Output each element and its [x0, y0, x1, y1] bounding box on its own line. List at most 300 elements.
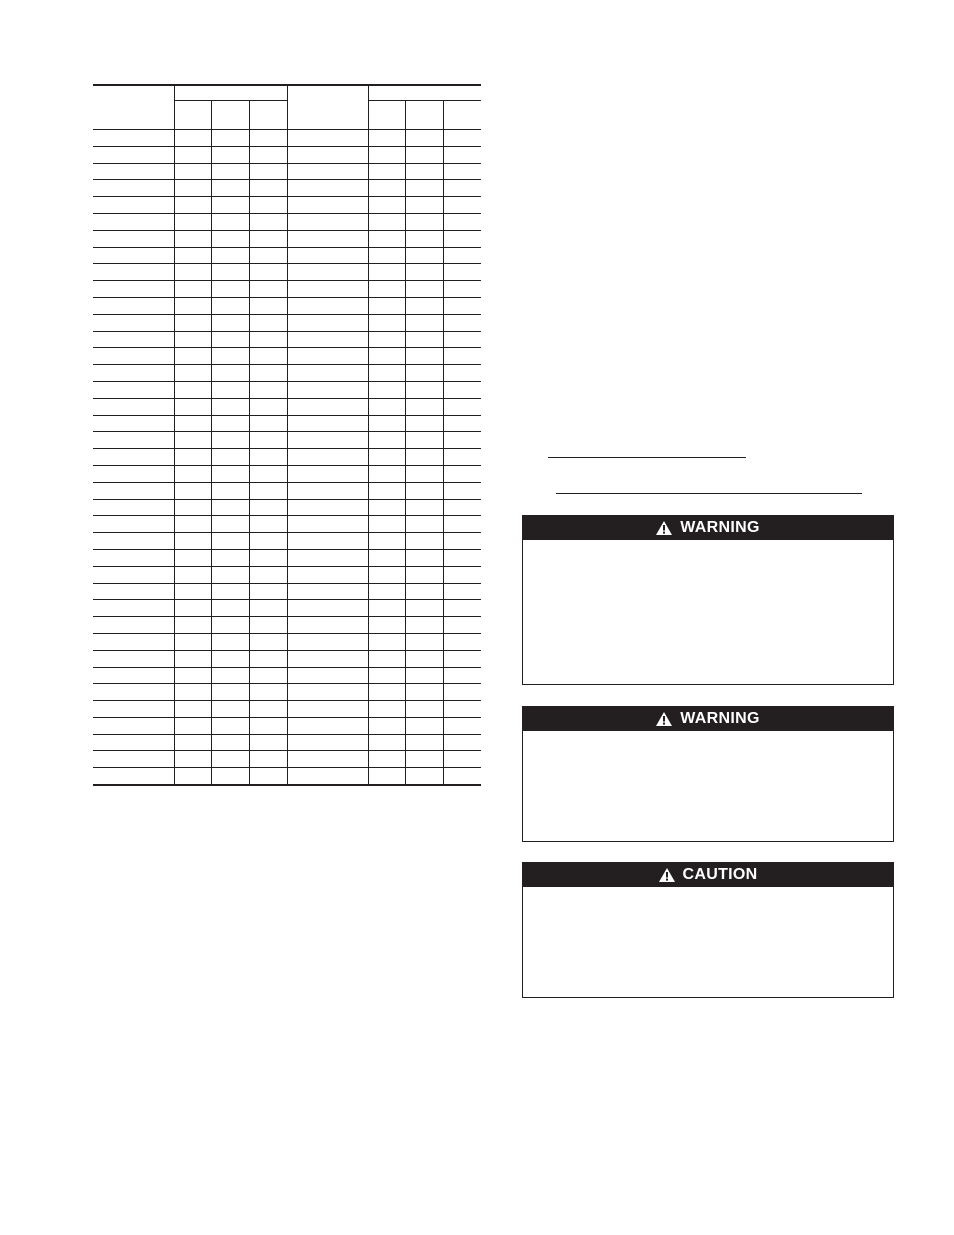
table-row — [93, 415, 481, 432]
table-cell — [93, 549, 174, 566]
table-cell — [287, 381, 368, 398]
table-cell — [249, 197, 287, 214]
table-cell — [287, 130, 368, 147]
table-cell — [249, 331, 287, 348]
table-cell — [368, 449, 405, 466]
table-cell — [368, 297, 405, 314]
table-cell — [405, 449, 443, 466]
table-cell — [405, 365, 443, 382]
table-cell — [211, 768, 249, 785]
table-cell — [287, 348, 368, 365]
table-cell — [174, 415, 211, 432]
table-cell — [249, 734, 287, 751]
table-header-cell — [249, 101, 287, 130]
table-cell — [93, 180, 174, 197]
table-cell — [211, 650, 249, 667]
data-table-grid — [93, 84, 481, 786]
warning-body — [523, 731, 893, 743]
table-cell — [368, 684, 405, 701]
table-cell — [249, 297, 287, 314]
table-row — [93, 617, 481, 634]
table-row — [93, 449, 481, 466]
table-cell — [249, 264, 287, 281]
table-cell — [368, 264, 405, 281]
table-cell — [249, 281, 287, 298]
table-cell — [93, 667, 174, 684]
table-header-cell — [174, 85, 287, 101]
table-cell — [368, 617, 405, 634]
table-cell — [287, 566, 368, 583]
table-cell — [443, 633, 481, 650]
caution-label: CAUTION — [682, 865, 758, 883]
table-cell — [443, 130, 481, 147]
table-cell — [368, 365, 405, 382]
table-cell — [443, 180, 481, 197]
table-cell — [174, 230, 211, 247]
table-cell — [93, 230, 174, 247]
table-row — [93, 650, 481, 667]
table-cell — [405, 348, 443, 365]
underline-rule-2 — [556, 493, 862, 494]
table-cell — [174, 549, 211, 566]
table-cell — [211, 701, 249, 718]
table-cell — [405, 751, 443, 768]
table-cell — [287, 415, 368, 432]
table-cell — [368, 482, 405, 499]
table-cell — [174, 381, 211, 398]
table-cell — [174, 768, 211, 785]
table-cell — [287, 617, 368, 634]
table-cell — [368, 180, 405, 197]
table-cell — [174, 734, 211, 751]
table-cell — [405, 465, 443, 482]
table-cell — [174, 180, 211, 197]
table-cell — [211, 381, 249, 398]
table-cell — [211, 516, 249, 533]
table-cell — [405, 180, 443, 197]
table-cell — [174, 146, 211, 163]
table-cell — [93, 398, 174, 415]
table-cell — [211, 415, 249, 432]
table-cell — [211, 533, 249, 550]
table-cell — [443, 751, 481, 768]
table-cell — [249, 398, 287, 415]
table-cell — [174, 281, 211, 298]
table-cell — [443, 566, 481, 583]
table-cell — [93, 281, 174, 298]
table-cell — [174, 331, 211, 348]
table-cell — [93, 768, 174, 785]
table-cell — [405, 247, 443, 264]
table-row — [93, 633, 481, 650]
table-cell — [174, 365, 211, 382]
table-row — [93, 281, 481, 298]
table-cell — [93, 297, 174, 314]
table-cell — [287, 432, 368, 449]
table-cell — [443, 348, 481, 365]
table-cell — [174, 499, 211, 516]
table-cell — [405, 633, 443, 650]
table-cell — [249, 768, 287, 785]
table-row — [93, 180, 481, 197]
table-cell — [405, 130, 443, 147]
table-cell — [93, 247, 174, 264]
table-cell — [174, 482, 211, 499]
warning-body — [523, 540, 893, 552]
table-cell — [405, 717, 443, 734]
table-row — [93, 197, 481, 214]
table-cell — [443, 734, 481, 751]
table-cell — [368, 130, 405, 147]
table-cell — [93, 701, 174, 718]
table-cell — [287, 600, 368, 617]
table-cell — [405, 432, 443, 449]
table-cell — [249, 583, 287, 600]
table-cell — [405, 667, 443, 684]
table-cell — [405, 650, 443, 667]
table-cell — [443, 163, 481, 180]
table-cell — [405, 701, 443, 718]
table-row — [93, 549, 481, 566]
table-cell — [287, 247, 368, 264]
table-cell — [368, 348, 405, 365]
table-cell — [443, 230, 481, 247]
table-cell — [368, 146, 405, 163]
table-cell — [249, 650, 287, 667]
warning-header — [522, 515, 894, 540]
table-cell — [93, 600, 174, 617]
table-cell — [93, 516, 174, 533]
table-cell — [174, 600, 211, 617]
table-cell — [443, 583, 481, 600]
table-row — [93, 314, 481, 331]
table-cell — [249, 549, 287, 566]
table-cell — [405, 684, 443, 701]
table-cell — [93, 650, 174, 667]
table-cell — [405, 213, 443, 230]
table-row — [93, 398, 481, 415]
table-row — [93, 146, 481, 163]
table-cell — [405, 146, 443, 163]
table-cell — [211, 365, 249, 382]
table-cell — [405, 533, 443, 550]
table-cell — [287, 751, 368, 768]
underline-rule-1 — [548, 457, 746, 458]
warning-header — [522, 706, 894, 731]
table-row — [93, 264, 481, 281]
table-cell — [93, 213, 174, 230]
table-row — [93, 465, 481, 482]
table-cell — [174, 297, 211, 314]
caution-box — [522, 862, 894, 998]
table-cell — [174, 264, 211, 281]
table-cell — [368, 583, 405, 600]
table-cell — [368, 213, 405, 230]
table-cell — [174, 163, 211, 180]
table-cell — [287, 146, 368, 163]
table-header-cell — [368, 101, 405, 130]
table-row — [93, 566, 481, 583]
table-cell — [405, 264, 443, 281]
table-cell — [211, 331, 249, 348]
table-cell — [93, 465, 174, 482]
table-row — [93, 163, 481, 180]
warning-triangle-icon — [659, 868, 675, 882]
table-cell — [443, 701, 481, 718]
table-cell — [443, 432, 481, 449]
table-cell — [93, 331, 174, 348]
table-cell — [405, 734, 443, 751]
table-cell — [287, 281, 368, 298]
table-cell — [443, 398, 481, 415]
table-cell — [211, 264, 249, 281]
table-cell — [93, 130, 174, 147]
table-cell — [368, 751, 405, 768]
table-cell — [443, 516, 481, 533]
table-cell — [249, 230, 287, 247]
table-cell — [174, 751, 211, 768]
table-cell — [368, 667, 405, 684]
table-cell — [405, 516, 443, 533]
table-cell — [211, 583, 249, 600]
table-row — [93, 667, 481, 684]
table-row — [93, 230, 481, 247]
table-cell — [443, 667, 481, 684]
table-cell — [211, 566, 249, 583]
table-cell — [368, 247, 405, 264]
table-cell — [287, 684, 368, 701]
table-cell — [174, 197, 211, 214]
table-cell — [93, 381, 174, 398]
table-row — [93, 583, 481, 600]
table-cell — [211, 146, 249, 163]
table-cell — [211, 633, 249, 650]
table-cell — [174, 684, 211, 701]
table-cell — [93, 432, 174, 449]
table-cell — [211, 297, 249, 314]
table-cell — [211, 600, 249, 617]
table-cell — [249, 130, 287, 147]
warning-box-2 — [522, 706, 894, 842]
table-cell — [287, 701, 368, 718]
table-cell — [249, 482, 287, 499]
table-cell — [174, 566, 211, 583]
warning-label: WARNING — [680, 709, 760, 727]
table-cell — [249, 566, 287, 583]
table-cell — [287, 365, 368, 382]
table-row — [93, 701, 481, 718]
table-cell — [287, 717, 368, 734]
table-cell — [443, 717, 481, 734]
table-cell — [287, 533, 368, 550]
table-cell — [174, 701, 211, 718]
table-cell — [405, 768, 443, 785]
table-cell — [287, 650, 368, 667]
table-cell — [368, 701, 405, 718]
table-cell — [443, 482, 481, 499]
data-table — [93, 84, 481, 786]
table-cell — [368, 331, 405, 348]
table-row — [93, 432, 481, 449]
table-cell — [443, 768, 481, 785]
table-cell — [368, 230, 405, 247]
table-cell — [249, 499, 287, 516]
table-cell — [93, 163, 174, 180]
table-cell — [249, 667, 287, 684]
table-cell — [211, 449, 249, 466]
table-cell — [93, 415, 174, 432]
table-cell — [211, 617, 249, 634]
table-cell — [368, 650, 405, 667]
table-cell — [174, 583, 211, 600]
table-row — [93, 297, 481, 314]
table-cell — [287, 331, 368, 348]
table-cell — [174, 247, 211, 264]
table-cell — [287, 734, 368, 751]
table-header-cell — [174, 101, 211, 130]
table-cell — [443, 600, 481, 617]
table-cell — [174, 516, 211, 533]
table-cell — [443, 197, 481, 214]
table-header-cell — [405, 101, 443, 130]
table-cell — [211, 499, 249, 516]
table-cell — [211, 348, 249, 365]
table-cell — [249, 415, 287, 432]
table-cell — [287, 465, 368, 482]
table-cell — [174, 633, 211, 650]
table-cell — [249, 146, 287, 163]
table-cell — [174, 617, 211, 634]
table-cell — [287, 633, 368, 650]
table-cell — [249, 247, 287, 264]
warning-triangle-icon — [656, 712, 672, 726]
table-cell — [174, 213, 211, 230]
table-cell — [443, 247, 481, 264]
table-cell — [405, 163, 443, 180]
table-cell — [93, 717, 174, 734]
table-cell — [174, 667, 211, 684]
table-row — [93, 600, 481, 617]
table-row — [93, 768, 481, 785]
table-cell — [93, 734, 174, 751]
table-cell — [93, 751, 174, 768]
table-cell — [443, 617, 481, 634]
table-cell — [249, 465, 287, 482]
table-cell — [93, 146, 174, 163]
table-cell — [249, 533, 287, 550]
table-cell — [287, 230, 368, 247]
table-cell — [93, 348, 174, 365]
table-row — [93, 130, 481, 147]
table-cell — [211, 684, 249, 701]
warning-triangle-icon — [656, 521, 672, 535]
table-cell — [405, 482, 443, 499]
caution-header — [522, 862, 894, 887]
table-row — [93, 734, 481, 751]
table-cell — [405, 600, 443, 617]
table-cell — [93, 617, 174, 634]
table-cell — [443, 365, 481, 382]
table-row — [93, 533, 481, 550]
table-cell — [405, 331, 443, 348]
table-cell — [368, 381, 405, 398]
table-row — [93, 331, 481, 348]
table-cell — [249, 163, 287, 180]
table-cell — [443, 146, 481, 163]
table-cell — [287, 549, 368, 566]
table-cell — [249, 516, 287, 533]
table-row — [93, 482, 481, 499]
table-cell — [287, 583, 368, 600]
table-cell — [405, 566, 443, 583]
table-cell — [405, 230, 443, 247]
table-cell — [405, 197, 443, 214]
table-cell — [249, 617, 287, 634]
table-cell — [249, 365, 287, 382]
table-cell — [249, 213, 287, 230]
table-cell — [174, 465, 211, 482]
table-cell — [249, 701, 287, 718]
table-cell — [174, 650, 211, 667]
table-cell — [287, 516, 368, 533]
table-cell — [211, 247, 249, 264]
table-cell — [174, 130, 211, 147]
table-cell — [211, 130, 249, 147]
table-cell — [405, 297, 443, 314]
table-cell — [443, 465, 481, 482]
table-header-cell — [93, 85, 174, 130]
table-cell — [211, 717, 249, 734]
table-row — [93, 381, 481, 398]
table-cell — [368, 566, 405, 583]
table-cell — [93, 684, 174, 701]
table-cell — [368, 197, 405, 214]
table-cell — [405, 499, 443, 516]
table-cell — [211, 180, 249, 197]
table-row — [93, 516, 481, 533]
table-header-cell — [211, 101, 249, 130]
table-cell — [249, 348, 287, 365]
table-cell — [368, 163, 405, 180]
table-cell — [287, 667, 368, 684]
table-cell — [405, 398, 443, 415]
table-cell — [211, 432, 249, 449]
table-cell — [405, 281, 443, 298]
table-cell — [368, 516, 405, 533]
table-cell — [249, 449, 287, 466]
table-cell — [443, 415, 481, 432]
table-row — [93, 717, 481, 734]
table-cell — [174, 398, 211, 415]
warning-label: WARNING — [680, 518, 760, 536]
table-header-cell — [368, 85, 481, 101]
table-cell — [443, 331, 481, 348]
table-cell — [93, 499, 174, 516]
table-cell — [211, 549, 249, 566]
table-row — [93, 348, 481, 365]
table-cell — [211, 482, 249, 499]
table-cell — [443, 449, 481, 466]
table-cell — [287, 499, 368, 516]
table-cell — [405, 314, 443, 331]
table-cell — [93, 365, 174, 382]
table-header-row — [93, 85, 481, 101]
table-row — [93, 247, 481, 264]
table-cell — [93, 633, 174, 650]
table-cell — [211, 230, 249, 247]
table-cell — [368, 533, 405, 550]
table-cell — [287, 163, 368, 180]
